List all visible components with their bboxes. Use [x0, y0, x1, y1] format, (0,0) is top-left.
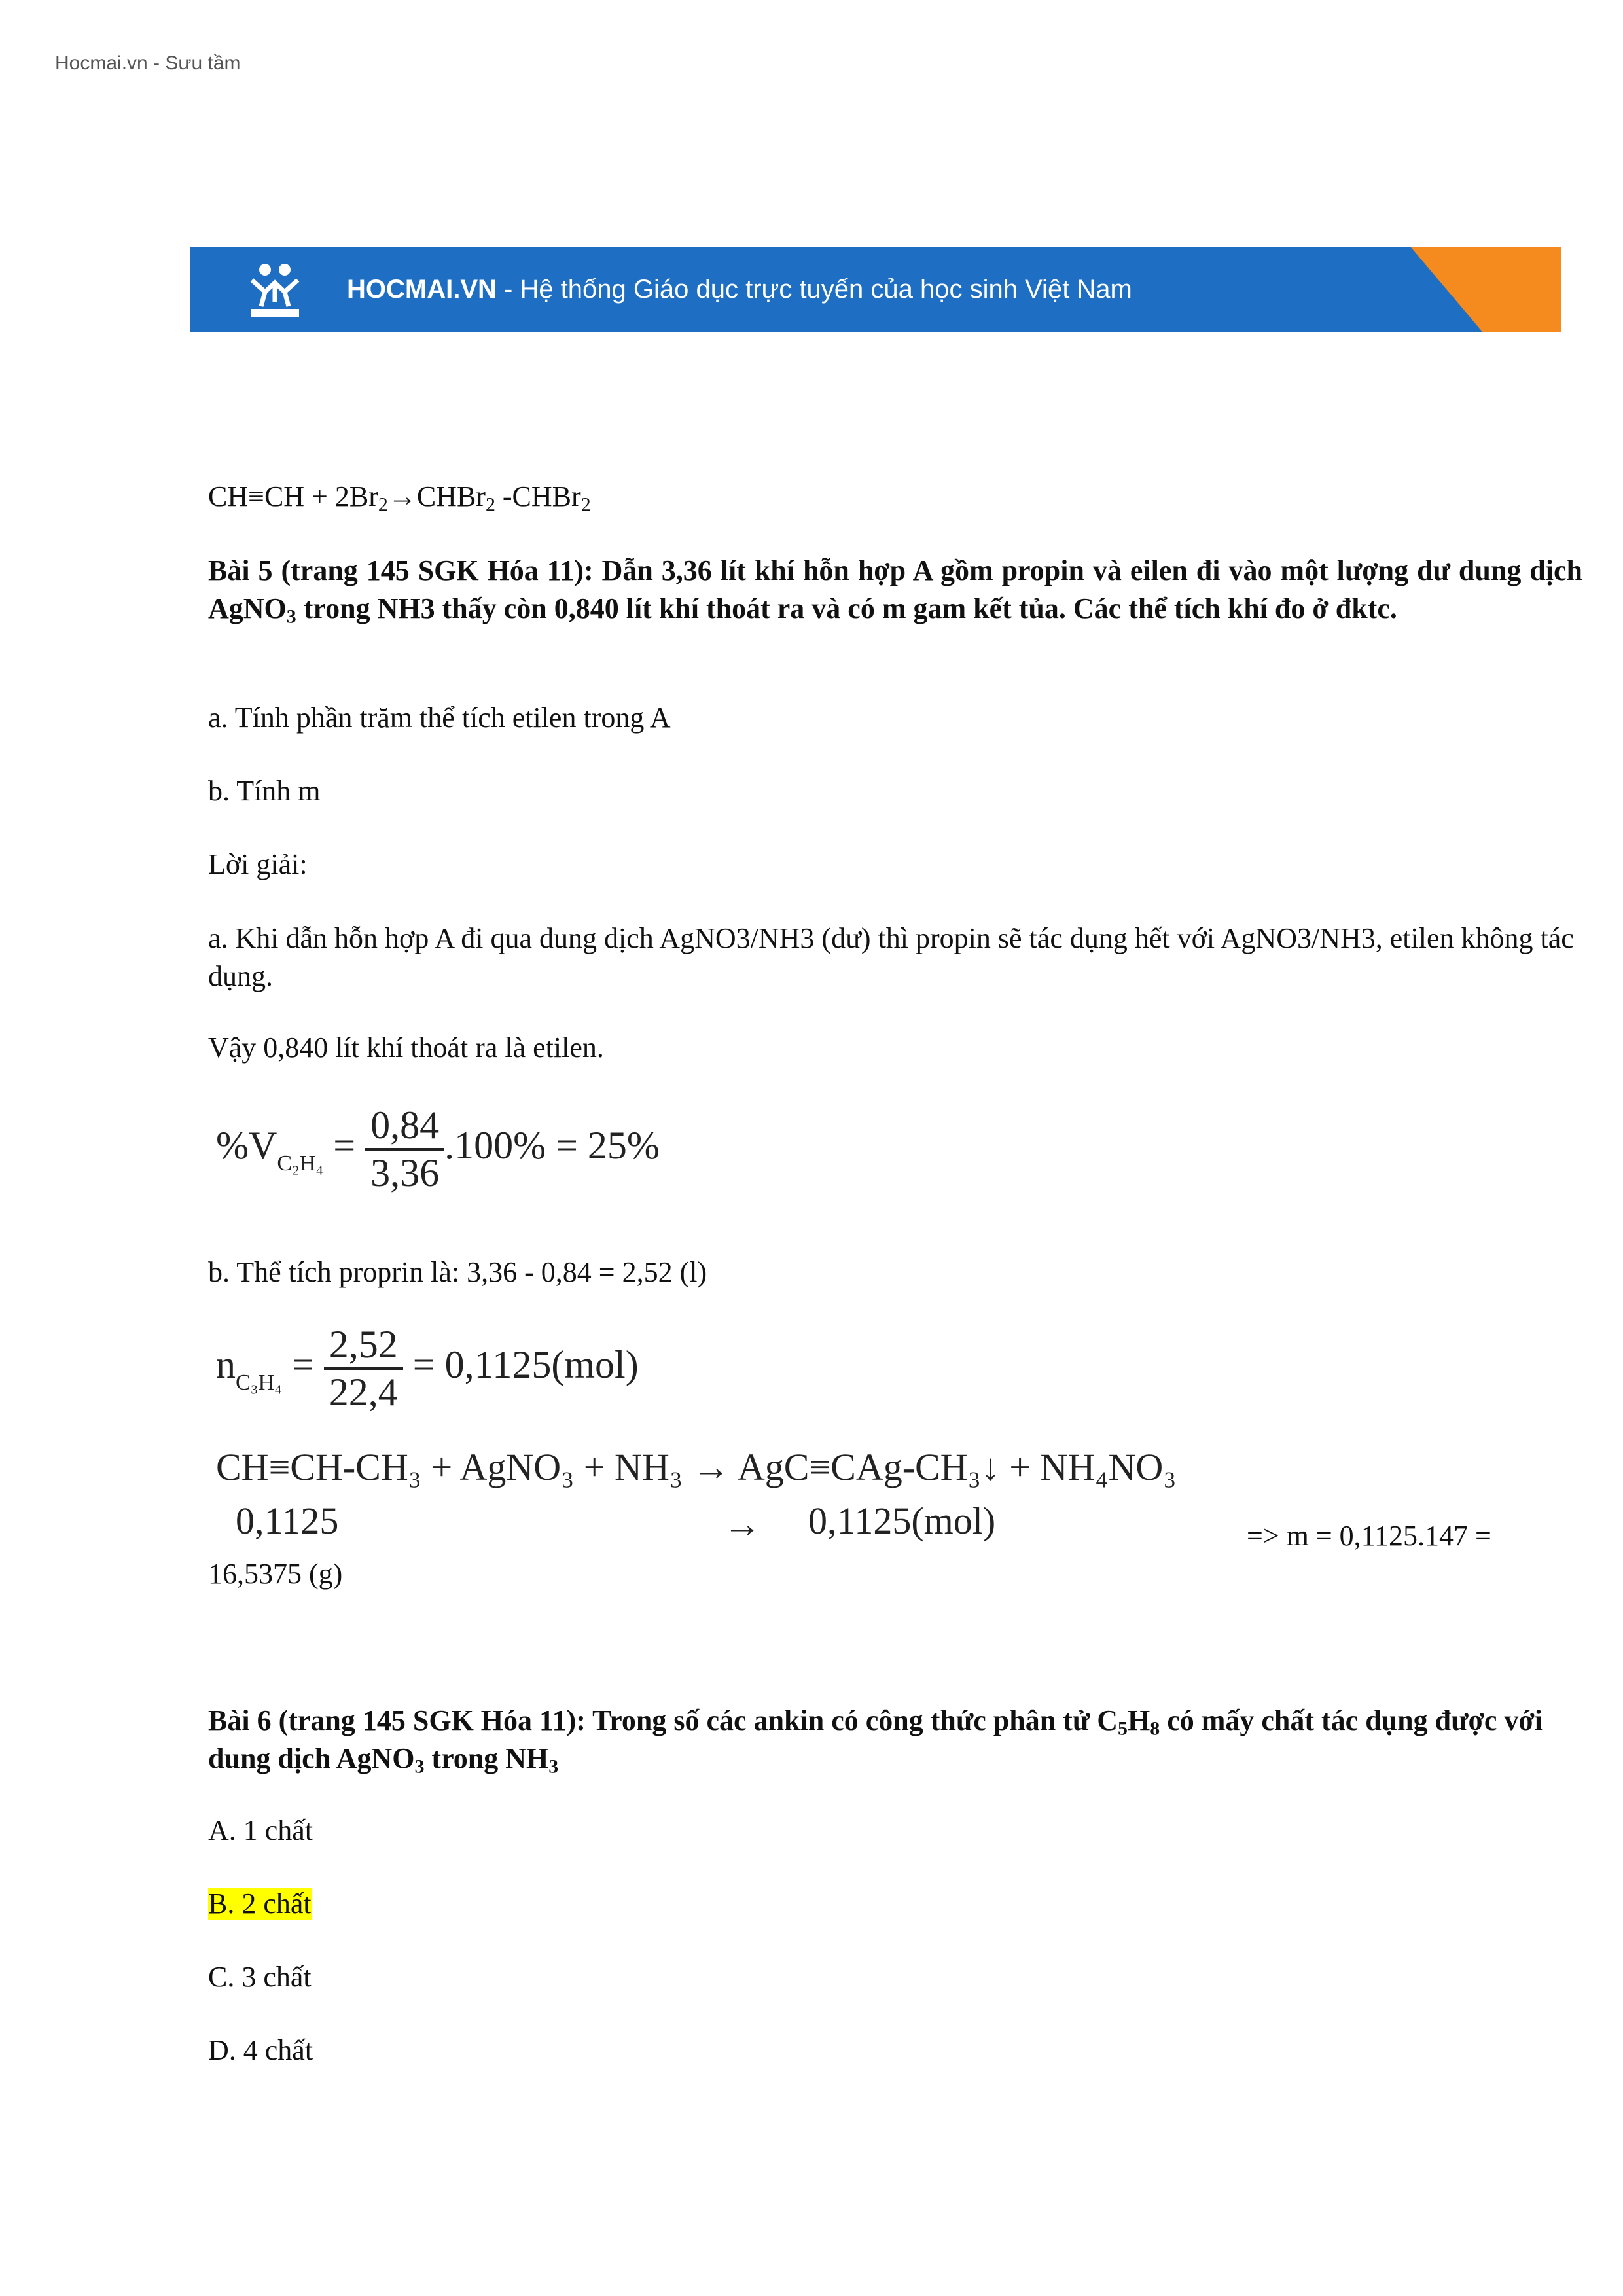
f1-lhs: %V	[216, 1123, 277, 1167]
m-result-a: => m = 0,1125.147 =	[1247, 1520, 1491, 1552]
f2-num: 2,52	[324, 1322, 403, 1370]
f1-num: 0,84	[365, 1103, 444, 1151]
option-d: D. 4 chất	[208, 2034, 313, 2066]
eq-sub1: 2	[378, 493, 388, 516]
bai6-title-c: trong NH	[424, 1742, 549, 1774]
bai6-sub4: 3	[548, 1755, 559, 1778]
f2-rhs: = 0,1125(mol)	[412, 1342, 639, 1386]
f2-sub: C₃H₄	[236, 1370, 282, 1395]
option-b	[208, 1885, 1582, 1923]
eq-arrow: →CHBr	[387, 480, 486, 512]
f2-fraction	[324, 1322, 403, 1415]
formula-percent-etilen	[216, 1103, 660, 1196]
option-b-highlight: B. 2 chất	[208, 1888, 312, 1920]
bai6-sub2: 8	[1150, 1717, 1160, 1740]
bai5-sub: 3	[286, 605, 296, 628]
hocmai-logo-icon	[245, 260, 304, 319]
bai6-sub1: 5	[1118, 1717, 1128, 1740]
solution-b: b. Thể tích proprin là: 3,36 - 0,84 = 2,52 (l)	[208, 1256, 707, 1288]
bai5-title-b: trong NH3 thấy còn 0,840 lít khí thoát ra và có m gam kết tủa. Các thể tích khí đo ở đktc.	[296, 592, 1397, 624]
eq-lhs: CH≡CH + 2Br	[208, 480, 378, 512]
banner-orange-block	[1483, 247, 1561, 332]
bai6-title-a: Bài 6 (trang 145 SGK Hóa 11): Trong số các ankin có công thức phân tử C	[208, 1704, 1118, 1736]
bai6-title	[208, 1702, 1582, 1778]
reaction-amount-right: 0,1125(mol)	[808, 1499, 996, 1542]
reaction-arrow: →	[723, 1503, 761, 1545]
bai5-title	[208, 552, 1582, 628]
bai6-sub3: 3	[414, 1755, 425, 1778]
banner-tagline: - Hệ thống Giáo dục trực tuyến của học sinh Việt Nam	[496, 275, 1132, 304]
reaction-amount-left: 0,1125	[236, 1499, 339, 1542]
question-a: a. Tính phần trăm thể tích etilen trong A	[208, 702, 671, 734]
f2-den: 22,4	[329, 1371, 398, 1414]
banner-brand: HOCMAI.VN	[347, 275, 497, 304]
solution-a: a. Khi dẫn hỗn hợp A đi qua dung dịch AgNO3/NH3 (dư) thì propin sẽ tác dụng hết với AgNO3/NH3, etilen không tác dụng.	[208, 922, 1574, 992]
f1-equals: =	[333, 1123, 356, 1167]
solution-heading: Lời giải:	[208, 848, 308, 880]
option-c: C. 3 chất	[208, 1961, 312, 1993]
hocmai-banner	[190, 247, 1561, 332]
m-result-b: 16,5375 (g)	[208, 1558, 343, 1590]
bai5-title-a: Bài 5 (trang 145 SGK Hóa 11): Dẫn 3,36 lít khí hỗn hợp A gồm propin và eilen đi vào một lượng dư dung dịch AgNO	[208, 554, 1582, 624]
eq-mid: -CHBr	[495, 480, 581, 512]
bai6-title-b: có mấy chất tác dụng được với dung dịch AgNO	[208, 1704, 1543, 1774]
f2-lhs: n	[216, 1342, 236, 1386]
eq-sub3: 2	[580, 493, 591, 516]
f2-equals: =	[291, 1342, 314, 1386]
f1-sub: C₂H₄	[277, 1151, 324, 1175]
option-a: A. 1 chất	[208, 1814, 313, 1846]
f1-rhs: .100% = 25%	[444, 1123, 660, 1167]
source-note: Hocmai.vn - Sưu tầm	[55, 52, 241, 74]
equation-top	[208, 478, 1582, 516]
reaction-equation: CH≡CH-CH₃ + AgNO₃ + NH₃ → AgC≡CAg-CH₃↓ + NH₄NO₃	[216, 1446, 1177, 1488]
f1-den: 3,36	[370, 1151, 440, 1194]
formula-mol-propin	[216, 1322, 639, 1415]
solution-a2: Vậy 0,840 lít khí thoát ra là etilen.	[208, 1031, 604, 1064]
eq-sub2: 2	[485, 493, 495, 516]
banner-orange-slant	[1411, 247, 1483, 332]
banner-title	[347, 275, 1132, 304]
question-b: b. Tính m	[208, 775, 321, 807]
f1-fraction	[365, 1103, 444, 1196]
bai6-title-h: H	[1128, 1704, 1150, 1736]
